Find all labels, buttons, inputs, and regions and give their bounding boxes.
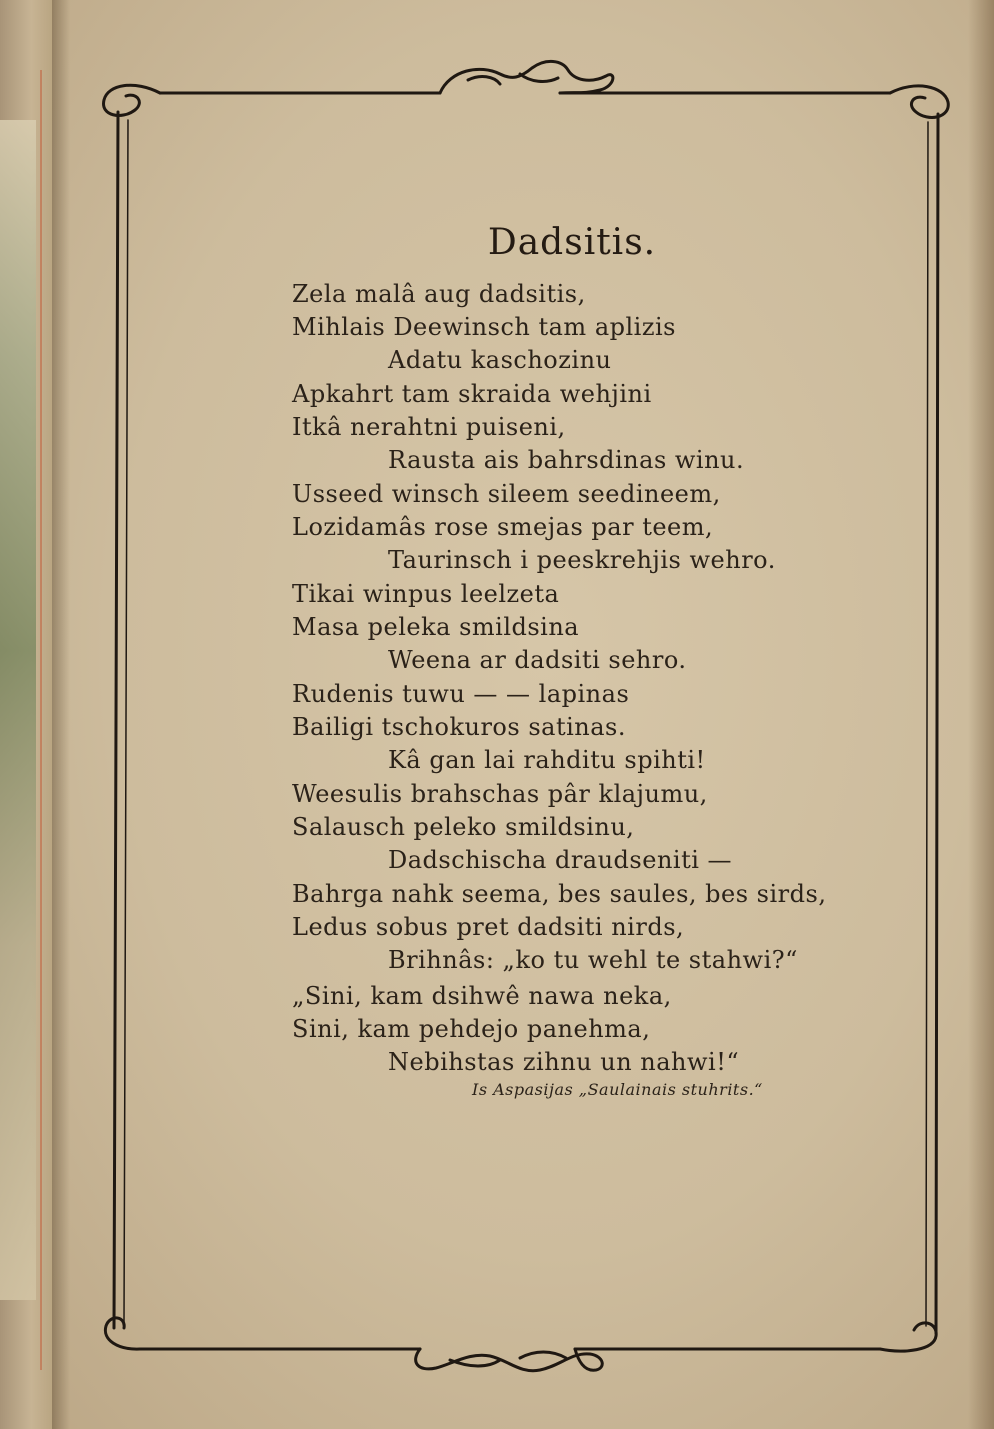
- poem-line: Nebihstas zihnu un nahwi!“: [388, 1048, 740, 1076]
- poem-line: Taurinsch i peeskrehjis wehro.: [388, 546, 776, 574]
- poem-line: Weena ar dadsiti sehro.: [388, 646, 687, 674]
- poem-line: Salausch peleko smildsinu,: [292, 813, 635, 841]
- poem-line: Masa peleka smildsina: [292, 613, 580, 641]
- poem-line: Itkâ nerahtni puiseni,: [292, 413, 566, 441]
- bottom-center-ornament: [416, 1349, 603, 1371]
- poem-line: Zela malâ aug dadsitis,: [292, 280, 586, 308]
- poem-line: Dadschischa draudseniti —: [388, 846, 733, 874]
- poem-source: Is Aspasijas „Saulainais stuhrits.“: [472, 1080, 763, 1099]
- poem-line: Rudenis tuwu — — lapinas: [292, 680, 630, 708]
- frame-left-line: [114, 112, 118, 1328]
- poem-line: „Sini, kam dsihwê nawa neka,: [292, 982, 672, 1010]
- poem-line: Sini, kam pehdejo panehma,: [292, 1015, 651, 1043]
- poem-line: Brihnâs: „ko tu wehl te stahwi?“: [388, 946, 798, 974]
- poem-line: Tikai winpus leelzeta: [292, 580, 560, 608]
- poem-line: Bailigi tschokuros satinas.: [292, 713, 626, 741]
- poem-line: Bahrga nahk seema, bes saules, bes sirds,: [292, 880, 827, 908]
- poem-line: Ledus sobus pret dadsiti nirds,: [292, 913, 685, 941]
- poem-line: Mihlais Deewinsch tam aplizis: [292, 313, 676, 341]
- poem-line: Kâ gan lai rahditu spihti!: [388, 746, 706, 774]
- poem-line: Rausta ais bahrsdinas winu.: [388, 446, 745, 474]
- frame-right-line: [936, 114, 938, 1333]
- poem-title: Dadsitis.: [487, 222, 657, 263]
- poem-line: Usseed winsch sileem seedineem,: [292, 480, 721, 508]
- corner-curl-top-right: [890, 86, 948, 118]
- corner-curl-top-left: [104, 85, 160, 115]
- poem-line: Lozidamâs rose smejas par teem,: [292, 513, 714, 541]
- poem-line: Weesulis brahschas pâr klajumu,: [292, 780, 708, 808]
- poem-line: Apkahrt tam skraida wehjini: [292, 380, 652, 408]
- corner-curl-bottom-left: [105, 1318, 140, 1349]
- poem-line: Adatu kaschozinu: [388, 346, 612, 374]
- corner-curl-bottom-right: [880, 1323, 936, 1351]
